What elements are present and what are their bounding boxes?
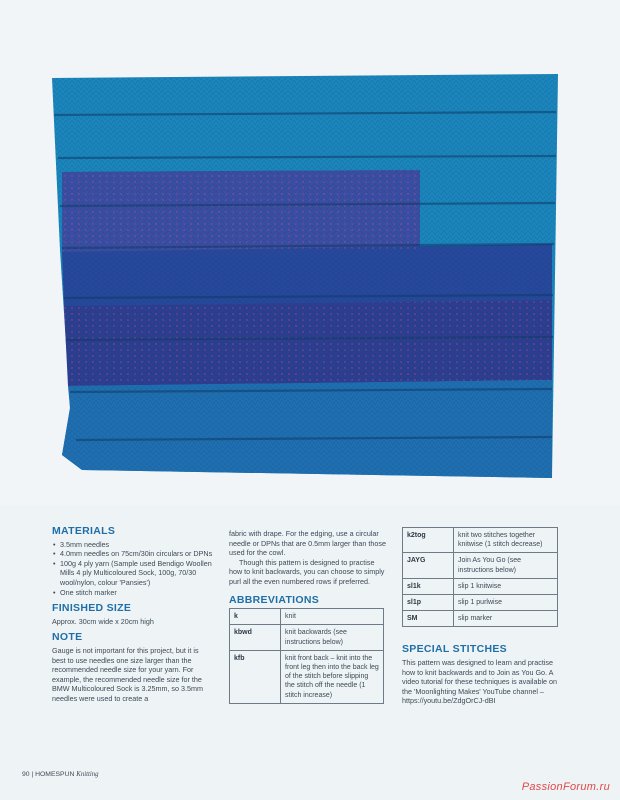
special-stitches-text: This pattern was designed to learn and practise how to knit backwards and to Join as You Go. A video tutorial for these techniques is available on the 'Moonlighting Makes' YouTube channel – https://youtu.be/ZdgOrCJ-dBI — [402, 658, 558, 706]
list-item: • 3.5mm needles — [60, 540, 214, 550]
middle-column — [229, 529, 387, 704]
right-column — [402, 527, 560, 706]
meaning-cell: knit two stitches together knitwise (1 stitch decrease) — [454, 528, 558, 553]
footer-separator: | — [31, 771, 34, 778]
section-name: Knitting — [76, 771, 99, 778]
meaning-cell: knit backwards (see instructions below) — [281, 625, 384, 650]
knit-backwards-note: Though this pattern is designed to practise how to knit backwards, you can choose to simply purl all the even numbered rows if preferred. — [229, 557, 385, 586]
meaning-cell: Join As You Go (see instructions below) — [454, 553, 558, 578]
abbreviations-heading: ABBREVIATIONS — [229, 593, 320, 606]
finished-size-text: Approx. 30cm wide x 20cm high — [52, 616, 154, 626]
table-row — [403, 553, 558, 578]
meaning-cell: knit front back – knit into the front leg then into the back leg of the stitch before slipping the stitch off the needle (1 stitch increase) — [281, 650, 384, 703]
table-row — [403, 611, 558, 627]
meaning-cell: knit — [281, 609, 384, 625]
abbr-cell: sl1p — [403, 595, 454, 611]
note-text: Gauge is not important for this project, but it is best to use needles one size larger than the recommended needle size for your yarn. For example, the recommended needle size for the BMW Multicoloured Sock is 3.25mm, so 3.5mm needles were used to create a — [52, 645, 203, 703]
abbr-cell: k — [230, 609, 281, 625]
list-item: • 4.0mm needles on 75cm/30in circulars or DPNs — [60, 549, 214, 559]
meaning-cell: slip marker — [454, 611, 558, 627]
abbreviations-table — [229, 608, 384, 704]
page-number: 90 — [22, 771, 30, 778]
left-column — [52, 527, 214, 704]
page-footer — [22, 771, 99, 778]
table-row — [230, 609, 384, 625]
table-row — [403, 528, 558, 553]
abbreviations-table-continued — [402, 527, 558, 627]
abbr-cell: k2tog — [403, 528, 454, 553]
note-heading: NOTE — [52, 631, 83, 644]
list-item: • 100g 4 ply yarn (Sample used Bendigo Woollen Mills 4 ply Multicoloured Sock, 100g, 70/30 wool/nylon, colour 'Pansies') — [60, 559, 214, 588]
materials-heading: MATERIALS — [52, 525, 116, 537]
finished-size-heading: FINISHED SIZE — [52, 602, 132, 615]
meaning-cell: slip 1 knitwise — [454, 578, 558, 594]
abbr-cell: sl1k — [403, 578, 454, 594]
table-row — [403, 578, 558, 594]
meaning-cell: slip 1 purlwise — [454, 595, 558, 611]
abbr-cell: SM — [403, 611, 454, 627]
watermark: PassionForum.ru — [521, 781, 610, 793]
abbr-cell: JAYG — [403, 553, 454, 578]
abbr-cell: kbwd — [230, 625, 281, 650]
table-row — [230, 650, 384, 703]
abbr-cell: kfb — [230, 650, 281, 703]
table-row — [403, 595, 558, 611]
note-continued-text: fabric with drape. For the edging, use a circular needle or DPNs that are 0.5mm larger than those used for the cowl. — [229, 529, 387, 558]
materials-list — [52, 540, 214, 598]
special-stitches-heading: SPECIAL STITCHES — [402, 643, 507, 656]
magazine-name: HOMESPUN — [35, 771, 75, 778]
table-row — [230, 625, 384, 650]
list-item: • One stitch marker — [60, 588, 214, 598]
